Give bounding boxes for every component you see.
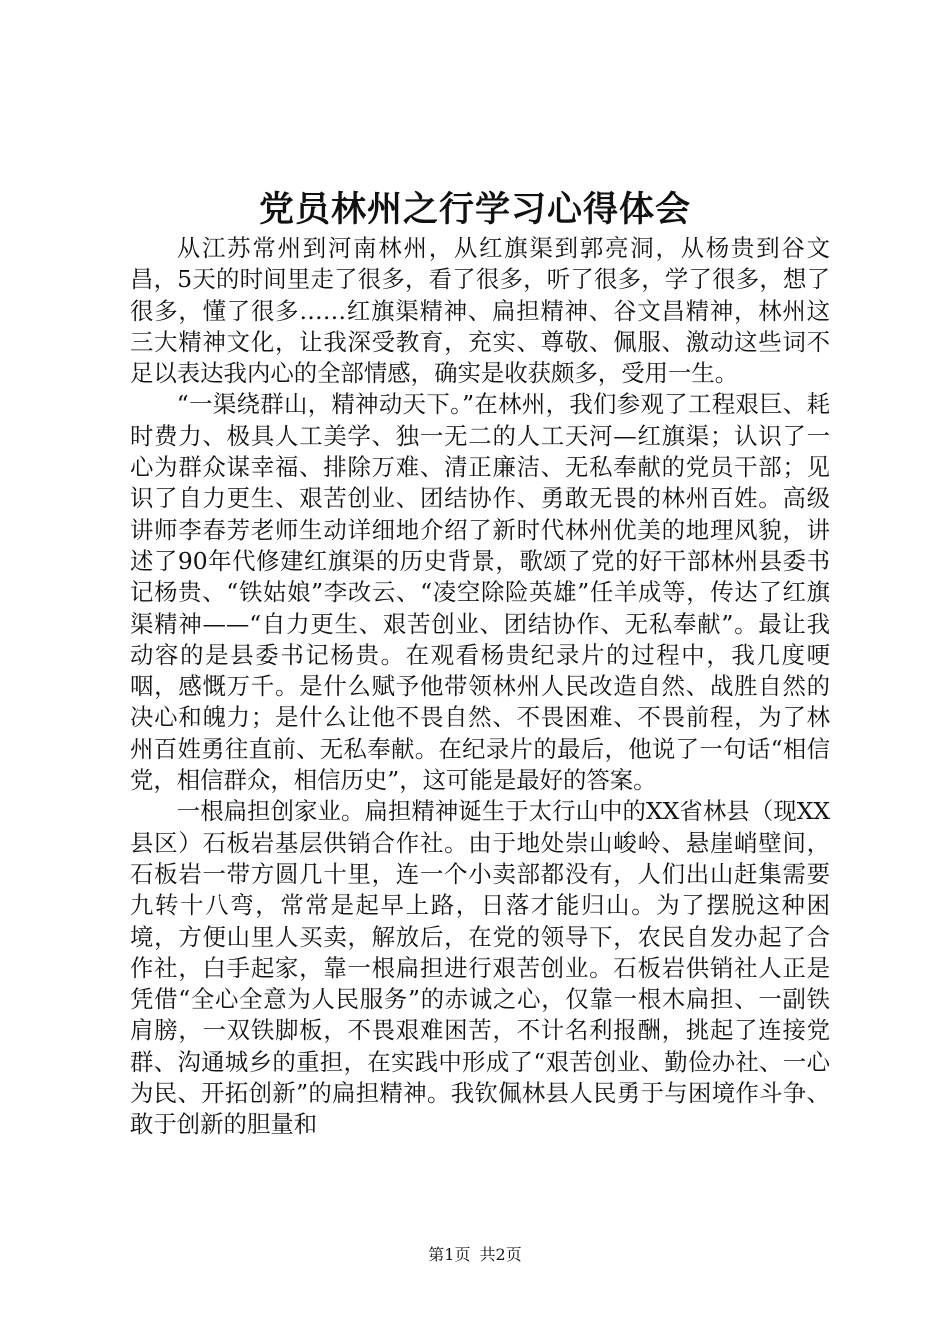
- page-footer: [0, 1244, 950, 1266]
- page-total: 共2页: [479, 1245, 522, 1264]
- page-number: 第1页: [428, 1245, 471, 1264]
- paragraph: “一渠绕群山，精神动天下。”在林州，我们参观了工程艰巨、耗时费力、极具人工美学、独一无二的人工天河—红旗渠；认识了一心为群众谋幸福、排除万难、清正廉洁、无私奉献的党员干部；见识了自力更生、艰苦创业、团结协作、勇敢无畏的林州百姓。高级讲师李春芳老师生动详细地介绍了新时代林州优美的地理风貌，讲述了90年代修建红旗渠的历史背景，歌颂了党的好干部林州县委书记杨贵、“铁姑娘”李改云、“凌空除险英雄”任羊成等，传达了红旗渠精神——“自力更生、艰苦创业、团结协作、无私奉献”。最让我动容的是县委书记杨贵。在观看杨贵纪录片的过程中，我几度哽咽，感慨万千。是什么赋予他带领林州人民改造自然、战胜自然的决心和魄力；是什么让他不畏自然、不畏困难、不畏前程，为了林州百姓勇往直前、无私奉献。在纪录片的最后，他说了一句话“相信党，相信群众，相信历史”，这可能是最好的答案。: [130, 390, 830, 795]
- document-title: 党员林州之行学习心得体会: [258, 189, 691, 230]
- document-body: [130, 233, 830, 1141]
- paragraph: 一根扁担创家业。扁担精神诞生于太行山中的XX省林县（现XX县区）石板岩基层供销合作社。由于地处崇山峻岭、悬崖峭壁间，石板岩一带方圆几十里，连一个小卖部都没有，人们出山赶集需要九转十八弯，常常是起早上路，日落才能归山。为了摆脱这种困境，方便山里人买卖，解放后，在党的领导下，农民自发办起了合作社，白手起家，靠一根扁担进行艰苦创业。石板岩供销社人正是凭借“全心全意为人民服务”的赤诚之心，仅靠一根木扁担、一副铁肩膀，一双铁脚板，不畏艰难困苦，不计名利报酬，挑起了连接党群、沟通城乡的重担，在实践中形成了“艰苦创业、勤俭办社、一心为民、开拓创新”的扁担精神。我钦佩林县人民勇于与困境作斗争、敢于创新的胆量和: [130, 797, 830, 1139]
- paragraph: 从江苏常州到河南林州，从红旗渠到郭亮洞，从杨贵到谷文昌，5天的时间里走了很多，看了很多，听了很多，学了很多，想了很多，懂了很多……红旗渠精神、扁担精神、谷文昌精神，林州这三大精神文化，让我深受教育，充实、尊敬、佩服、激动这些词不足以表达我内心的全部情感，确实是收获颇多，受用一生。: [130, 234, 830, 388]
